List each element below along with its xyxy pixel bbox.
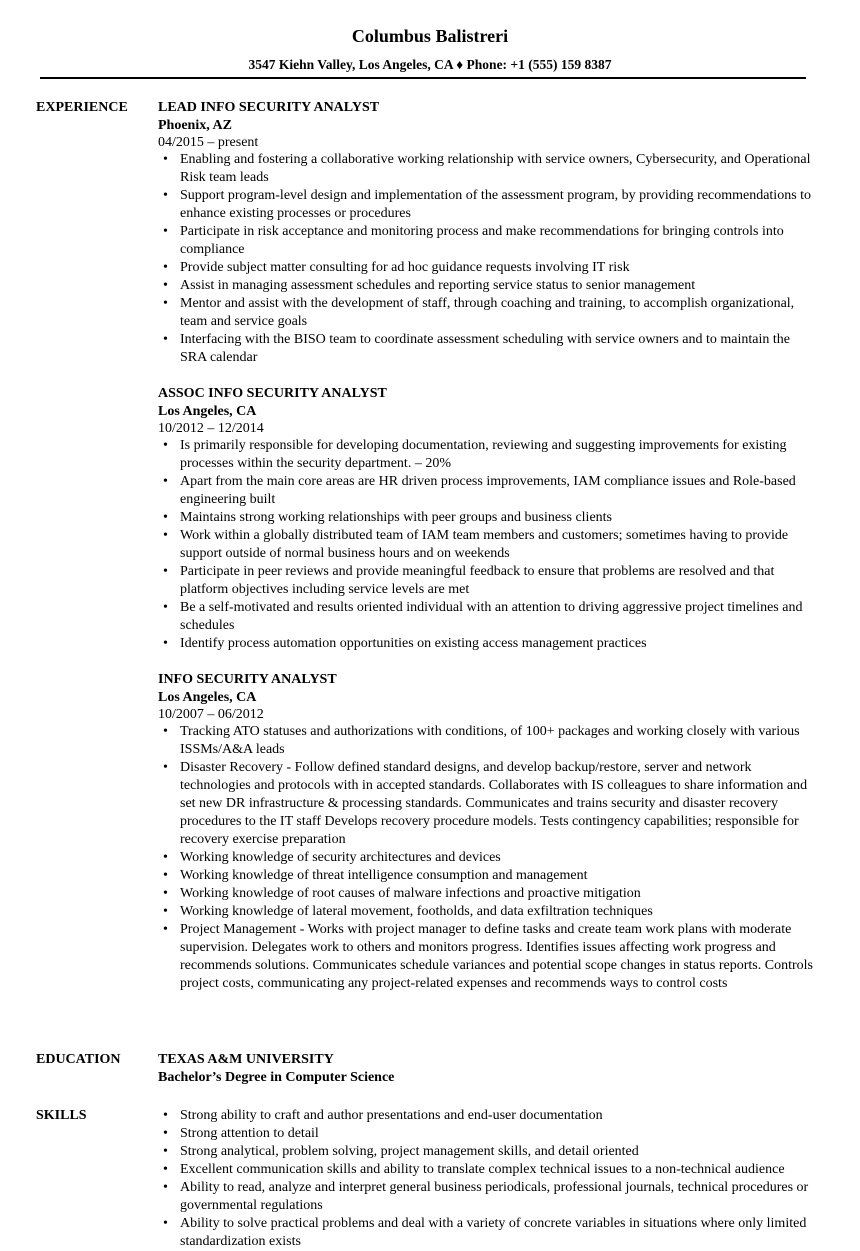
bullet-text: Be a self-motivated and results oriented individual with an attention to driving aggressive project timelines and schedules xyxy=(180,600,803,633)
list-item xyxy=(158,849,818,867)
list-item xyxy=(158,723,818,759)
bullet-icon: • xyxy=(163,296,168,311)
job-title: INFO SECURITY ANALYST xyxy=(158,672,337,687)
bullet-text: Maintains strong working relationships with peer groups and business clients xyxy=(180,510,612,525)
bullet-icon: • xyxy=(163,724,168,739)
job-title: LEAD INFO SECURITY ANALYST xyxy=(158,100,380,115)
bullet-icon: • xyxy=(163,1108,168,1123)
job-location: Phoenix, AZ xyxy=(158,118,232,133)
skills-list xyxy=(158,1107,818,1251)
job-bullets xyxy=(158,723,818,993)
job-location: Los Angeles, CA xyxy=(158,690,257,705)
bullet-icon: • xyxy=(163,1216,168,1231)
bullet-text: Participate in risk acceptance and monitoring process and make recommendations for bringing controls into compliance xyxy=(180,224,784,257)
list-item xyxy=(158,187,818,223)
bullet-text: Is primarily responsible for developing documentation, reviewing and suggesting improvements for existing processes within the security department. – 20% xyxy=(180,438,787,471)
bullet-text: Assist in managing assessment schedules and reporting service status to senior management xyxy=(180,278,696,293)
bullet-icon: • xyxy=(163,1144,168,1159)
list-item xyxy=(158,1143,818,1161)
bullet-icon: • xyxy=(163,760,168,775)
bullet-text: Strong ability to craft and author presentations and end-user documentation xyxy=(180,1108,603,1123)
job-bullets xyxy=(158,151,818,367)
candidate-name: Columbus Balistreri xyxy=(351,26,509,46)
job-entry xyxy=(158,671,818,993)
list-item xyxy=(158,563,818,599)
school-name: TEXAS A&M UNIVERSITY xyxy=(158,1052,334,1067)
bullet-text: Ability to solve practical problems and deal with a variety of concrete variables in situations where only limited standardization exists xyxy=(180,1216,807,1249)
bullet-text: Support program-level design and implementation of the assessment program, by providing recommendations to enhance existing processes or procedures xyxy=(180,188,812,221)
bullet-icon: • xyxy=(163,922,168,937)
list-item xyxy=(158,759,818,849)
bullet-text: Strong attention to detail xyxy=(180,1126,319,1141)
list-item xyxy=(158,903,818,921)
bullet-icon: • xyxy=(163,1162,168,1177)
bullet-icon: • xyxy=(163,510,168,525)
job-dates: 10/2007 – 06/2012 xyxy=(158,707,264,722)
bullet-icon: • xyxy=(163,152,168,167)
bullet-text: Excellent communication skills and ability to translate complex technical issues to a non-technical audience xyxy=(180,1162,785,1177)
bullet-icon: • xyxy=(163,850,168,865)
bullet-text: Project Management - Works with project manager to define tasks and create team work plans with moderate supervision. Delegates work to others and monitors progress. Identifies issues affecting work progress and recommends solutions. Communicates schedule variances and potential scope changes in status reports. Controls project costs, communicating any project-related expenses and recommends ways to control costs xyxy=(180,922,813,991)
bullet-icon: • xyxy=(163,600,168,615)
section-label-skills: SKILLS xyxy=(36,1108,87,1123)
list-item xyxy=(158,921,818,993)
bullet-text: Identify process automation opportunities on existing access management practices xyxy=(180,636,647,651)
bullet-icon: • xyxy=(163,868,168,883)
bullet-text: Disaster Recovery - Follow defined standard designs, and develop backup/restore, server and network technologies and protocols with in accepted standards. Collaborates with IS colleagues to share information and set new DR infrastructure & processing standards. Communicates and trains security and disaster recovery procedures to the IT staff Develops recovery procedure models. Tests contingency capabilities; responsible for recovery exercise preparation xyxy=(180,760,808,847)
bullet-text: Work within a globally distributed team of IAM team members and customers; sometimes having to provide support outside of normal business hours and on weekends xyxy=(180,528,789,561)
degree: Bachelor’s Degree in Computer Science xyxy=(158,1070,395,1085)
bullet-icon: • xyxy=(163,1126,168,1141)
bullet-text: Provide subject matter consulting for ad hoc guidance requests involving IT risk xyxy=(180,260,630,275)
list-item xyxy=(158,1179,818,1215)
education-entry xyxy=(158,1051,818,1087)
bullet-icon: • xyxy=(163,188,168,203)
bullet-icon: • xyxy=(163,260,168,275)
bullet-icon: • xyxy=(163,904,168,919)
bullet-icon: • xyxy=(163,564,168,579)
resume-header xyxy=(0,24,860,74)
section-label-education: EDUCATION xyxy=(36,1052,121,1067)
list-item xyxy=(158,295,818,331)
bullet-text: Mentor and assist with the development of staff, through coaching and training, to accomplish organizational, team and service goals xyxy=(180,296,795,329)
job-dates: 04/2015 – present xyxy=(158,135,259,150)
list-item xyxy=(158,599,818,635)
contact-line: 3547 Kiehn Valley, Los Angeles, CA ♦ Phone: +1 (555) 159 8387 xyxy=(248,57,612,72)
bullet-icon: • xyxy=(163,474,168,489)
bullet-icon: • xyxy=(163,332,168,347)
bullet-icon: • xyxy=(163,636,168,651)
list-item xyxy=(158,151,818,187)
bullet-text: Strong analytical, problem solving, project management skills, and detail oriented xyxy=(180,1144,639,1159)
list-item xyxy=(158,1125,818,1143)
list-item xyxy=(158,509,818,527)
list-item xyxy=(158,635,818,653)
bullet-text: Working knowledge of security architectures and devices xyxy=(180,850,501,865)
bullet-icon: • xyxy=(163,528,168,543)
list-item xyxy=(158,1161,818,1179)
list-item xyxy=(158,259,818,277)
list-item xyxy=(158,331,818,367)
experience-list xyxy=(158,99,818,1011)
job-entry xyxy=(158,385,818,653)
list-item xyxy=(158,1215,818,1251)
list-item xyxy=(158,527,818,563)
bullet-icon: • xyxy=(163,1180,168,1195)
bullet-icon: • xyxy=(163,224,168,239)
bullet-text: Ability to read, analyze and interpret general business periodicals, professional journals, technical procedures or governmental regulations xyxy=(180,1180,809,1213)
bullet-text: Working knowledge of lateral movement, footholds, and data exfiltration techniques xyxy=(180,904,653,919)
list-item xyxy=(158,473,818,509)
bullet-icon: • xyxy=(163,278,168,293)
job-title: ASSOC INFO SECURITY ANALYST xyxy=(158,386,387,401)
job-location: Los Angeles, CA xyxy=(158,404,257,419)
bullet-text: Enabling and fostering a collaborative working relationship with service owners, Cybersecurity, and Operational Risk team leads xyxy=(180,152,811,185)
list-item xyxy=(158,1107,818,1125)
job-entry xyxy=(158,99,818,367)
list-item xyxy=(158,867,818,885)
bullet-text: Apart from the main core areas are HR driven process improvements, IAM compliance issues and Role-based engineering built xyxy=(180,474,796,507)
bullet-text: Working knowledge of root causes of malware infections and proactive mitigation xyxy=(180,886,641,901)
list-item xyxy=(158,885,818,903)
bullet-icon: • xyxy=(163,438,168,453)
section-label-experience: EXPERIENCE xyxy=(36,100,128,115)
list-item xyxy=(158,223,818,259)
skills-bullets xyxy=(158,1107,818,1251)
bullet-text: Tracking ATO statuses and authorizations with conditions, of 100+ packages and working closely with various ISSMs/A&A leads xyxy=(180,724,800,757)
list-item xyxy=(158,437,818,473)
job-bullets xyxy=(158,437,818,653)
bullet-text: Interfacing with the BISO team to coordinate assessment scheduling with service owners and to maintain the SRA calendar xyxy=(180,332,791,365)
bullet-text: Working knowledge of threat intelligence consumption and management xyxy=(180,868,588,883)
list-item xyxy=(158,277,818,295)
job-dates: 10/2012 – 12/2014 xyxy=(158,421,264,436)
bullet-text: Participate in peer reviews and provide meaningful feedback to ensure that problems are resolved and that platform objectives including service levels are met xyxy=(180,564,775,597)
bullet-icon: • xyxy=(163,886,168,901)
header-divider xyxy=(40,77,806,79)
